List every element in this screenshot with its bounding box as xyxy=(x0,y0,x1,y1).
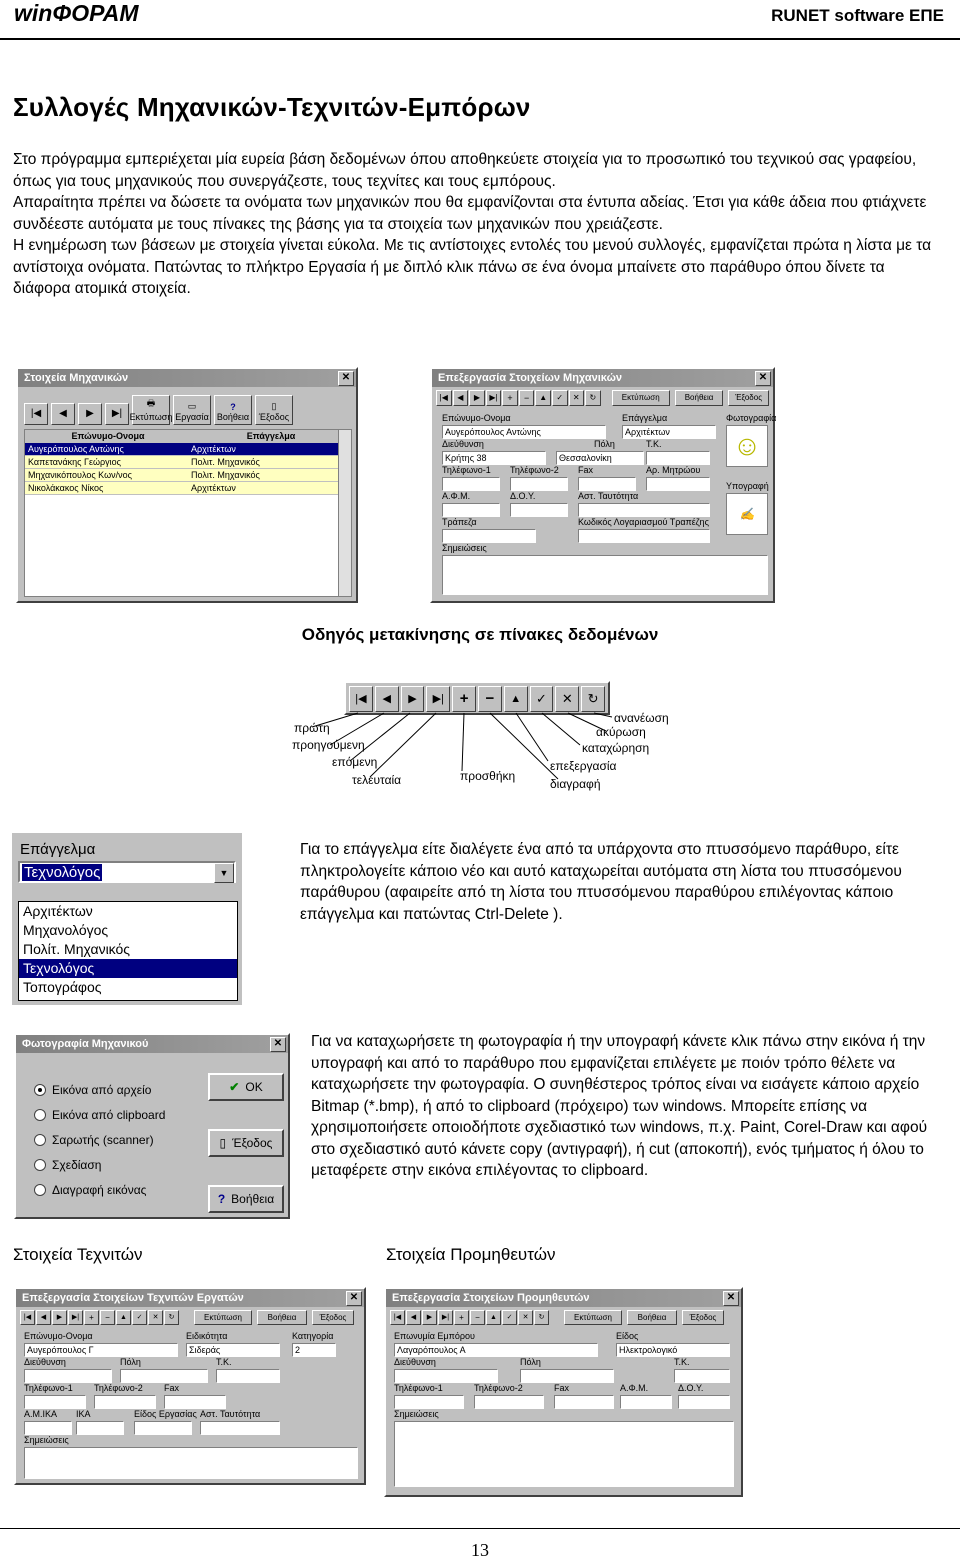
ama-ika-label: Α.Μ.ΙΚΑ xyxy=(24,1409,58,1419)
radio-dot xyxy=(34,1184,46,1196)
combo-description: Για το επάγγελμα είτε διαλέγετε ένα από τα υπάρχοντα στο πτυσσόμενο παράθυρο, είτε πληκτρολογείτε κάποιο νέο και αυτό καταχωρείται αυτόματα στη λίστα του πτυσσόμενου παράθυρου (αφαιρείτε από τη λίστα του πτυσσόμενου παραθύρου επιλέγοντας κάποιο επάγγελμα και πατώντας Ctrl-Delete ). xyxy=(300,841,902,923)
combo-label: Επάγγελμα xyxy=(20,841,96,858)
job-combobox[interactable] xyxy=(18,861,236,883)
radio-dot xyxy=(34,1159,46,1171)
category-field[interactable]: 2 xyxy=(292,1343,336,1357)
save-icon[interactable]: ✓ xyxy=(530,686,554,712)
radio-dot xyxy=(34,1134,46,1146)
phone1-field[interactable] xyxy=(442,477,500,491)
first-record-icon[interactable]: |◀ xyxy=(390,1310,405,1325)
photo-dialog-title: Φωτογραφία Μηχανικού xyxy=(22,1038,149,1050)
row-job: Αρχιτέκτων xyxy=(191,483,236,493)
id-field[interactable] xyxy=(200,1421,280,1435)
reg-label: Αρ. Μητρώου xyxy=(646,465,701,475)
phone1-label: Τηλέφωνο-1 xyxy=(442,465,491,475)
zip-label: Τ.Κ. xyxy=(216,1357,232,1367)
print-button[interactable]: Εκτύπωση xyxy=(612,390,670,406)
next-record-icon[interactable]: ▶ xyxy=(401,686,425,712)
afm-field[interactable] xyxy=(442,503,500,517)
category-label: Κατηγορία xyxy=(292,1331,334,1341)
job-dropdown-list[interactable] xyxy=(18,901,238,1001)
radio-scanner[interactable] xyxy=(34,1127,165,1152)
close-icon[interactable]: ✕ xyxy=(338,371,354,386)
notes-field[interactable] xyxy=(24,1447,358,1479)
engineers-grid[interactable] xyxy=(24,429,352,597)
help-button[interactable] xyxy=(208,1185,284,1213)
page-number: 13 xyxy=(471,1540,489,1560)
fax-field[interactable] xyxy=(164,1395,226,1409)
name-field[interactable]: Αυγερόπουλος Αντώνης xyxy=(442,425,606,439)
last-record-icon[interactable]: ▶| xyxy=(486,390,502,406)
intro-paragraph-1: Στο πρόγραμμα εμπεριέχεται μία ευρεία βάση δεδομένων όπου αποθηκεύετε στοιχεία για το προσωπικό του τεχνικού σας γραφείου, όπως για τους μηχανικούς που συνεργάζεστε, τους τεχνίτες και τους εμπόρους. xyxy=(13,151,917,190)
edit-window-titlebar xyxy=(432,369,773,387)
photo-source-options xyxy=(34,1077,165,1202)
craftsmen-titlebar xyxy=(16,1289,364,1307)
help-button[interactable] xyxy=(214,395,252,425)
radio-label: Εικόνα από αρχείο xyxy=(52,1082,152,1097)
cancel-icon[interactable]: ✕ xyxy=(555,686,579,712)
first-record-icon[interactable]: |◀ xyxy=(436,390,452,406)
first-record-icon[interactable]: |◀ xyxy=(20,1310,35,1325)
save-icon[interactable]: ✓ xyxy=(502,1310,517,1325)
fax-label: Fax xyxy=(554,1383,570,1393)
notes-field[interactable] xyxy=(442,555,768,595)
address-field[interactable]: Κρήτης 38 xyxy=(442,451,546,465)
prev-record-icon[interactable]: ◀ xyxy=(51,403,75,425)
fax-field[interactable] xyxy=(554,1395,614,1409)
prev-record-icon[interactable]: ◀ xyxy=(375,686,399,712)
id-label: Αστ. Ταυτότητα xyxy=(578,491,639,501)
print-button[interactable]: Εκτύπωση xyxy=(194,1310,252,1325)
photo-image[interactable]: ☺ xyxy=(726,425,768,467)
radio-from-file[interactable] xyxy=(34,1077,165,1102)
signature-label: Υπογραφή xyxy=(726,481,769,491)
footer-divider xyxy=(0,1528,960,1529)
list-item[interactable]: Τοπογράφος xyxy=(23,979,102,995)
reg-field[interactable] xyxy=(646,477,710,491)
nav-label-refresh: ανανέωση xyxy=(614,711,669,725)
phone1-field[interactable] xyxy=(24,1395,86,1409)
notes-label: Σημειώσεις xyxy=(24,1435,69,1445)
zip-field[interactable] xyxy=(674,1369,730,1383)
combo-value: Τεχνολόγος xyxy=(24,864,101,881)
list-window-titlebar xyxy=(18,369,356,387)
exit-button[interactable] xyxy=(255,395,293,425)
add-icon[interactable]: + xyxy=(452,686,476,712)
next-record-icon[interactable]: ▶ xyxy=(422,1310,437,1325)
column-job: Επάγγελμα xyxy=(246,431,296,441)
radio-label: Εικόνα από clipboard xyxy=(52,1107,166,1122)
suppliers-title: Επεξεργασία Στοιχείων Προμηθευτών xyxy=(392,1292,590,1304)
suppliers-titlebar xyxy=(386,1289,741,1307)
radio-dot xyxy=(34,1084,46,1096)
navigator-caption: Οδηγός μετακίνησης σε πίνακες δεδομένων xyxy=(301,625,659,644)
engineers-list-window xyxy=(16,367,358,603)
question-icon: ? xyxy=(217,1192,226,1206)
fax-label: Fax xyxy=(578,465,594,475)
ok-button[interactable] xyxy=(208,1073,284,1101)
work-button[interactable] xyxy=(173,395,211,425)
printer-icon: 🖶 xyxy=(146,398,156,408)
zip-label: Τ.Κ. xyxy=(646,439,662,449)
city-label: Πόλη xyxy=(520,1357,541,1367)
exit-button[interactable]: Έξοδος xyxy=(682,1310,724,1325)
intro-paragraph-2: Απαραίτητα πρέπει να δώσετε τα ονόματα των μηχανικών που θα εμφανίζονται στα έντυπα αδείας. Έτσι για κάθε άδεια που φτιάχνετε συνδέεστε αυτόματα με τους πίνακες της βάσης για τα στοιχεία των μηχανικών που χρειάζεστε. xyxy=(13,194,927,233)
close-icon[interactable]: ✕ xyxy=(723,1291,739,1306)
prev-record-icon[interactable]: ◀ xyxy=(453,390,469,406)
nav-label-cancel: ακύρωση xyxy=(596,725,646,739)
last-record-icon[interactable]: ▶| xyxy=(105,403,129,425)
photo-label: Φωτογραφία xyxy=(726,413,777,423)
next-record-icon[interactable]: ▶ xyxy=(52,1310,67,1325)
edit-icon[interactable]: ▲ xyxy=(116,1310,131,1325)
prev-record-icon[interactable]: ◀ xyxy=(406,1310,421,1325)
radio-from-clipboard[interactable] xyxy=(34,1102,165,1127)
account-label: Κωδικός Λογαριασμού Τραπέζης xyxy=(578,517,709,527)
nav-label-last: τελευταία xyxy=(352,773,402,787)
craftsmen-title: Επεξεργασία Στοιχείων Τεχνιτών Εργατών xyxy=(22,1292,244,1304)
print-label: Εκτύπωση xyxy=(129,412,173,422)
id-label: Αστ. Ταυτότητα xyxy=(200,1409,261,1419)
list-window-title: Στοιχεία Μηχανικών xyxy=(24,372,129,384)
city-label: Πόλη xyxy=(594,439,615,449)
exit-button[interactable] xyxy=(208,1129,284,1157)
row-name: Νικολάκακος Νίκος xyxy=(28,483,104,493)
add-icon[interactable]: + xyxy=(84,1310,99,1325)
radio-draw[interactable] xyxy=(34,1152,165,1177)
navigator-figure xyxy=(290,675,670,797)
cancel-icon[interactable]: ✕ xyxy=(148,1310,163,1325)
suppliers-edit-window xyxy=(384,1287,743,1497)
address-field[interactable] xyxy=(394,1369,498,1383)
doy-field[interactable] xyxy=(510,503,568,517)
delete-icon[interactable]: − xyxy=(100,1310,115,1325)
notes-label: Σημειώσεις xyxy=(394,1409,439,1419)
city-field[interactable] xyxy=(120,1369,208,1383)
job-field[interactable]: Αρχιτέκτων xyxy=(622,425,716,439)
afm-field[interactable] xyxy=(620,1395,672,1409)
name-label: Επώνυμο-Ονομα xyxy=(24,1331,93,1341)
row-name: Αυγερόπουλος Αντώνης xyxy=(28,444,124,454)
phone1-label: Τηλέφωνο-1 xyxy=(394,1383,443,1393)
nav-label-edit: επεξεργασία xyxy=(550,759,617,773)
table-row[interactable] xyxy=(25,469,351,482)
list-toolbar xyxy=(18,387,356,433)
ika-label: ΙΚΑ xyxy=(76,1409,91,1419)
zip-label: Τ.Κ. xyxy=(674,1357,690,1367)
specialty-field[interactable]: Σιδεράς xyxy=(186,1343,280,1357)
prev-record-icon[interactable]: ◀ xyxy=(36,1310,51,1325)
list-item[interactable]: Αρχιτέκτων xyxy=(23,903,93,919)
id-field[interactable] xyxy=(578,503,710,517)
delete-icon[interactable]: − xyxy=(519,390,535,406)
radio-delete-image[interactable] xyxy=(34,1177,165,1202)
signature-image[interactable]: ✍ xyxy=(726,493,768,535)
suppliers-toolbar xyxy=(386,1307,741,1328)
list-item[interactable]: Τεχνολόγος xyxy=(19,959,237,978)
photo-description: Για να καταχωρήσετε τη φωτογραφία ή την υπογραφή κάνετε κλικ πάνω στην εικόνα ή την υπογραφή και από το παράθυρο που εμφανίζεται επιλέγετε με ποιόν τρόπο θέλετε να καταχωρήσετε την φωτογραφία. Ο συνηθέστερος τρόπος είναι να εισάγετε κάποιο αρχείο Bitmap (*.bmp), ή από το clipboard (πρόχειρο) των windows. Μπορείτε επίσης να χρησιμοποιήσετε οποιοδήποτε σχεδιαστικό των windows, π.χ. Paint, Corel-Draw και αφού στο σχεδιαστικό αυτό κάνετε copy (αντιγραφή), ή cut (αποκοπή), ενός τμήματος ή όλου το μεταφέρετε στην εικόνα επιλέγοντας το clipboard. xyxy=(311,1033,928,1179)
first-record-icon[interactable]: |◀ xyxy=(349,686,373,712)
job-combo-figure xyxy=(12,833,242,1005)
work-type-label: Είδος Εργασίας xyxy=(134,1409,197,1419)
last-record-icon[interactable]: ▶| xyxy=(426,686,450,712)
edit-window-title: Επεξεργασία Στοιχείων Μηχανικών xyxy=(438,372,622,384)
phone2-label: Τηλέφωνο-2 xyxy=(94,1383,143,1393)
table-row[interactable] xyxy=(25,443,351,456)
ok-label: OK xyxy=(245,1080,263,1094)
kind-label: Είδος xyxy=(616,1331,639,1341)
afm-label: Α.Φ.Μ. xyxy=(442,491,471,501)
column-name: Επώνυμο-Ονομα xyxy=(71,431,145,441)
chevron-down-icon[interactable]: ▼ xyxy=(214,863,234,883)
exit-label: Έξοδος xyxy=(232,1136,273,1150)
doc-header-right: RUNET software ΕΠΕ xyxy=(771,6,944,25)
refresh-icon[interactable]: ↻ xyxy=(585,390,601,406)
save-icon[interactable]: ✓ xyxy=(132,1310,147,1325)
check-icon: ✔ xyxy=(229,1080,240,1094)
phone2-field[interactable] xyxy=(474,1395,544,1409)
exit-label: Έξοδος xyxy=(258,412,290,422)
engineer-edit-window xyxy=(430,367,775,603)
edit-icon[interactable]: ▲ xyxy=(504,686,528,712)
next-record-icon[interactable]: ▶ xyxy=(469,390,485,406)
refresh-icon[interactable]: ↻ xyxy=(534,1310,549,1325)
exit-button[interactable]: Έξοδος xyxy=(728,390,769,406)
row-job: Αρχιτέκτων xyxy=(191,444,236,454)
phone2-field[interactable] xyxy=(510,477,568,491)
cancel-icon[interactable]: ✕ xyxy=(569,390,585,406)
edit-icon[interactable]: ▲ xyxy=(486,1310,501,1325)
help-label: Βοήθεια xyxy=(231,1192,275,1206)
intro-text xyxy=(13,149,943,300)
door-icon: ▯ xyxy=(271,401,277,411)
nav-label-save: καταχώρηση xyxy=(582,741,650,755)
add-icon[interactable]: + xyxy=(454,1310,469,1325)
phone2-field[interactable] xyxy=(94,1395,156,1409)
radio-dot xyxy=(34,1109,46,1121)
add-icon[interactable]: + xyxy=(502,390,518,406)
table-row[interactable] xyxy=(25,482,351,495)
row-name: Μηχανικόπουλος Κων/νος xyxy=(28,470,132,480)
close-icon[interactable]: ✕ xyxy=(755,371,771,386)
help-button[interactable]: Βοήθεια xyxy=(675,390,723,406)
work-label: Εργασία xyxy=(175,412,209,422)
nav-label-prev: προηγούμενη xyxy=(292,738,365,752)
fax-label: Fax xyxy=(164,1383,180,1393)
specialty-label: Ειδικότητα xyxy=(186,1331,228,1341)
zip-field[interactable] xyxy=(646,451,710,465)
list-item[interactable]: Πολίτ. Μηχανικός xyxy=(23,941,131,957)
address-label: Διεύθυνση xyxy=(24,1357,66,1367)
radio-label: Διαγραφή εικόνας xyxy=(52,1182,147,1197)
notes-field[interactable] xyxy=(394,1421,734,1487)
delete-icon[interactable]: − xyxy=(470,1310,485,1325)
job-label: Επάγγελμα xyxy=(622,413,668,423)
close-icon[interactable]: ✕ xyxy=(346,1291,362,1306)
doy-label: Δ.Ο.Υ. xyxy=(678,1383,704,1393)
page-title: Συλλογές Μηχανικών-Τεχνιτών-Εμπόρων xyxy=(13,92,531,122)
grid-header xyxy=(25,430,351,443)
help-button[interactable]: Βοήθεια xyxy=(627,1310,677,1325)
notes-label: Σημειώσεις xyxy=(442,543,487,553)
refresh-icon[interactable]: ↻ xyxy=(581,686,605,712)
folder-icon: ▭ xyxy=(187,401,197,411)
doy-field[interactable] xyxy=(678,1395,730,1409)
city-field[interactable] xyxy=(520,1369,614,1383)
last-record-icon[interactable]: ▶| xyxy=(438,1310,453,1325)
refresh-icon[interactable]: ↻ xyxy=(164,1310,179,1325)
edit-toolbar xyxy=(432,387,773,409)
phone2-label: Τηλέφωνο-2 xyxy=(474,1383,523,1393)
close-icon[interactable]: ✕ xyxy=(270,1037,286,1052)
row-job: Πολιτ. Μηχανικός xyxy=(191,470,260,480)
next-record-icon[interactable]: ▶ xyxy=(78,403,102,425)
kind-field[interactable]: Ηλεκτρολογικό xyxy=(616,1343,730,1357)
save-icon[interactable]: ✓ xyxy=(552,390,568,406)
suppliers-caption: Στοιχεία Προμηθευτών xyxy=(386,1245,556,1264)
print-button[interactable] xyxy=(129,395,173,425)
phone2-label: Τηλέφωνο-2 xyxy=(510,465,559,475)
craftsmen-caption: Στοιχεία Τεχνιτών xyxy=(13,1245,143,1264)
row-job: Πολιτ. Μηχανικός xyxy=(191,457,260,467)
address-field[interactable] xyxy=(24,1369,112,1383)
ama-ika-field[interactable] xyxy=(24,1421,72,1435)
afm-label: Α.Φ.Μ. xyxy=(620,1383,649,1393)
city-label: Πόλη xyxy=(120,1357,141,1367)
intro-paragraph-3: Η ενημέρωση των βάσεων με στοιχεία γίνεται εύκολα. Με τις αντίστοιχες εντολές του μενού συλλογές, εμφανίζεται πρώτα η λίστα με τα αντίστοιχα ονόματα. Πατώντας το πλήκτρο Εργασία ή με διπλό κλικ πάνω σε ένα όνομα μπαίνετε στο παράθυρο όπου δίνετε τα διάφορα ατομικά στοιχεία. xyxy=(13,237,932,297)
name-field[interactable]: Αυγερόπουλος Γ xyxy=(24,1343,178,1357)
photo-dialog xyxy=(14,1033,290,1219)
nav-label-next: επόμενη xyxy=(332,755,378,769)
help-button[interactable]: Βοήθεια xyxy=(257,1310,307,1325)
city-field[interactable]: Θεσσαλονίκη xyxy=(556,451,644,465)
nav-label-delete: διαγραφή xyxy=(550,777,601,791)
phone1-label: Τηλέφωνο-1 xyxy=(24,1383,73,1393)
row-name: Καπετανάκης Γεώργιος xyxy=(28,457,121,467)
address-label: Διεύθυνση xyxy=(394,1357,436,1367)
cancel-icon[interactable]: ✕ xyxy=(518,1310,533,1325)
first-record-icon[interactable]: |◀ xyxy=(24,403,48,425)
radio-label: Σχεδίαση xyxy=(52,1157,102,1172)
exit-button[interactable]: Έξοδος xyxy=(312,1310,354,1325)
bank-label: Τράπεζα xyxy=(442,517,477,527)
address-label: Διεύθυνση xyxy=(442,439,484,449)
fax-field[interactable] xyxy=(578,477,636,491)
ika-field[interactable] xyxy=(76,1421,124,1435)
account-field[interactable] xyxy=(578,529,710,543)
phone1-field[interactable] xyxy=(394,1395,464,1409)
list-item[interactable]: Μηχανολόγος xyxy=(23,922,109,938)
door-icon: ▯ xyxy=(219,1136,227,1150)
company-field[interactable]: Λαγαρόπουλος Α xyxy=(394,1343,598,1357)
header-divider xyxy=(0,38,960,40)
work-type-field[interactable] xyxy=(134,1421,192,1435)
zip-field[interactable] xyxy=(216,1369,280,1383)
last-record-icon[interactable]: ▶| xyxy=(68,1310,83,1325)
craftsmen-edit-window xyxy=(14,1287,366,1485)
company-label: Επωνυμία Εμπόρου xyxy=(394,1331,475,1341)
doc-header-left: winΦΟΡΑΜ xyxy=(14,0,139,26)
delete-icon[interactable]: − xyxy=(478,686,502,712)
grid-scrollbar[interactable] xyxy=(338,430,351,596)
bank-field[interactable] xyxy=(442,529,536,543)
name-label: Επώνυμο-Ονομα xyxy=(442,413,511,423)
nav-label-add: προσθήκη xyxy=(460,769,516,783)
photo-dialog-titlebar xyxy=(16,1035,288,1053)
edit-icon[interactable]: ▲ xyxy=(535,390,551,406)
radio-label: Σαρωτής (scanner) xyxy=(52,1132,154,1147)
print-button[interactable]: Εκτύπωση xyxy=(564,1310,622,1325)
craftsmen-toolbar xyxy=(16,1307,364,1328)
doy-label: Δ.Ο.Υ. xyxy=(510,491,536,501)
help-label: Βοήθεια xyxy=(216,412,250,422)
table-row[interactable] xyxy=(25,456,351,469)
nav-label-first: πρώτη xyxy=(294,721,330,735)
question-icon: ? xyxy=(230,402,236,412)
